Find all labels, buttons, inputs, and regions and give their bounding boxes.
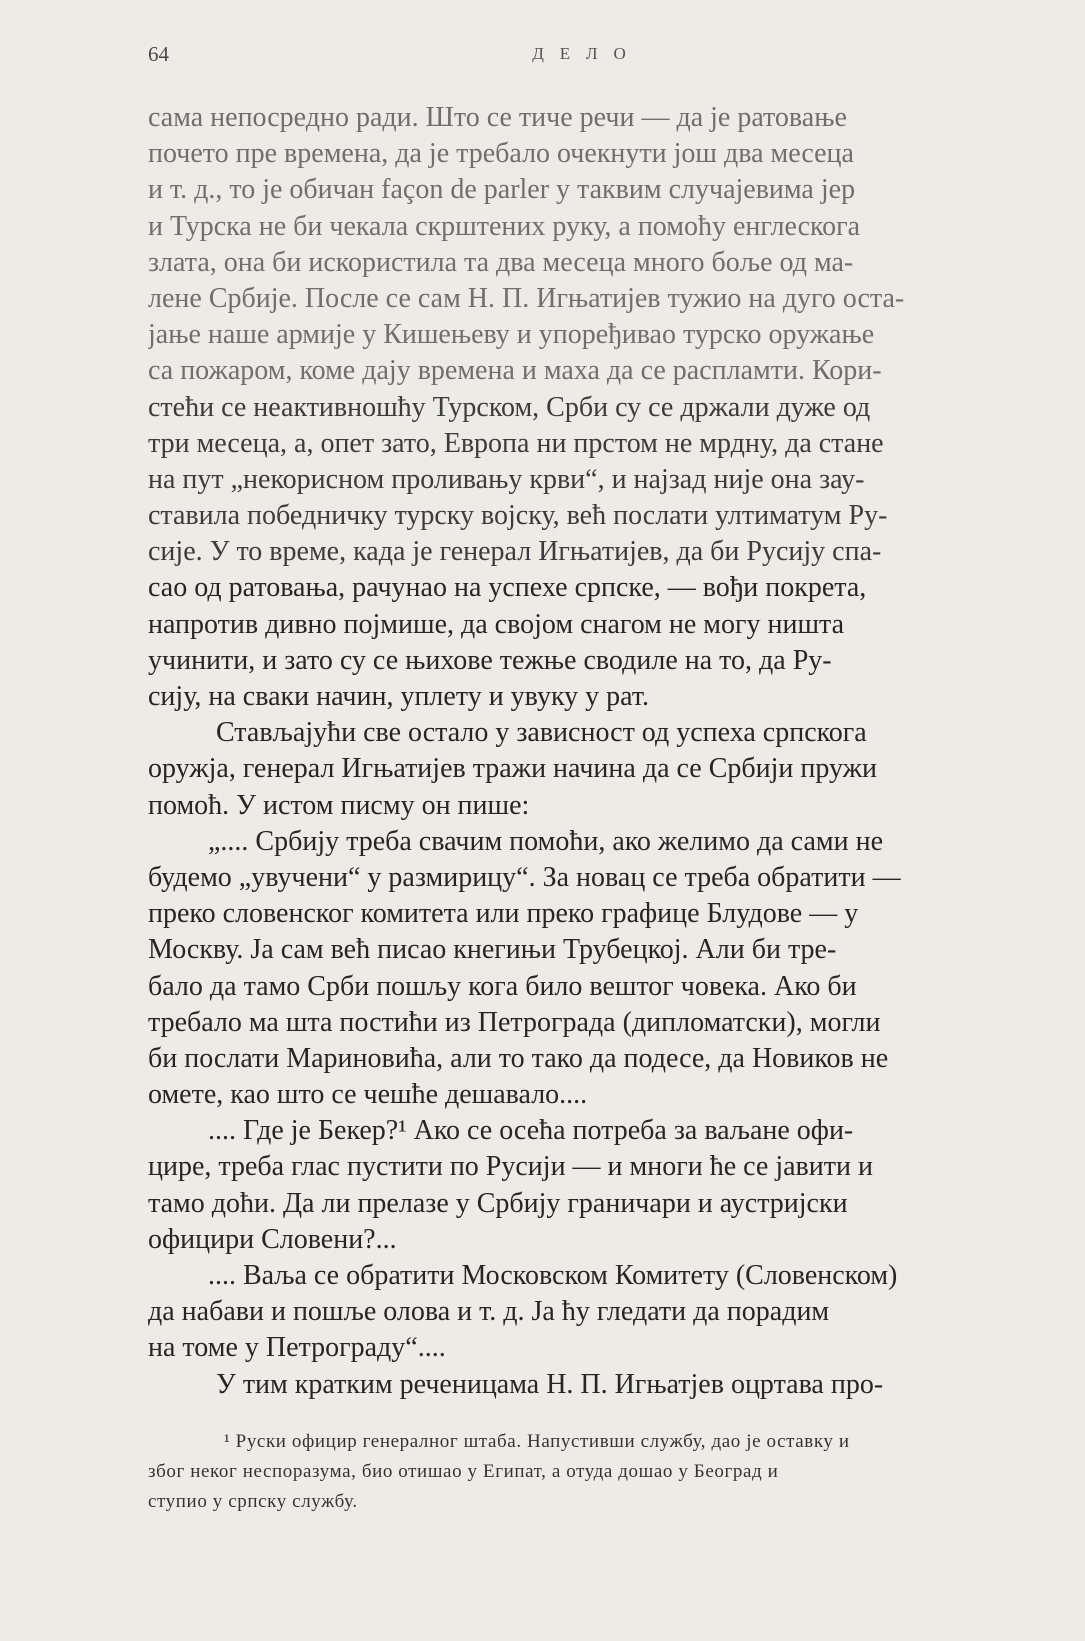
text-line: помоћ. У истом писму он пише:: [148, 789, 530, 821]
text-line: три месеца, а, опет зато, Европа ни прстом не мрдну, да стане: [148, 427, 884, 459]
text-line: напротив дивно појмише, да својом снагом не могу ништа: [148, 608, 845, 640]
paragraph-start-line: Стављајући све остало у зависност од успеха српскога: [216, 717, 867, 749]
text-line: сама непосредно ради. Што се тиче речи — да је ратовање: [148, 102, 847, 133]
text-line: ставила победничку турску војску, већ послати ултиматум Ру-: [148, 500, 888, 532]
text-line: сију, на сваки начин, уплету и увуку у рат.: [148, 681, 649, 712]
footnote: [148, 1427, 1026, 1517]
text-line: злата, она би искористила та два месеца много боље од ма-: [148, 246, 854, 278]
page-number: 64: [148, 42, 169, 66]
text-line: будемо „увучени“ у размирицу“. За новац се треба обратити —: [148, 861, 901, 893]
footnote-line: ступио у српску службу.: [148, 1491, 358, 1512]
text-line: официри Словени?...: [148, 1223, 397, 1255]
text-line: оружја, генерал Игњатијев тражи начина да се Србији пружи: [148, 753, 877, 785]
footnote-line: због неког неспоразума, био отишао у Египат, а отуда дошао у Београд и: [148, 1461, 779, 1482]
quote-start-line: .... Ваља се обратити Московском Комитету (Словенском): [208, 1260, 898, 1291]
page-header: [148, 42, 1026, 74]
text-line: лене Србије. После се сам Н. П. Игњатијев тужио на дуго оста-: [148, 282, 905, 314]
text-line: да набави и пошље олова и т. д. Ја ћу гледати да порадим: [148, 1296, 830, 1328]
text-line: требало ма шта постићи из Петрограда (дипломатски), могли: [148, 1006, 881, 1038]
body-text: [148, 100, 1026, 1403]
paragraph-start-line: У тим кратким реченицама Н. П. Игњатјев оцртава про-: [216, 1368, 884, 1400]
text-line: би послати Мариновића, али то тако да подесе, да Новиков не: [148, 1042, 889, 1074]
text-line: и т. д., то је обичан fаçon de parler у таквим случајевима јер: [148, 174, 856, 206]
running-head: ДЕЛО: [532, 44, 642, 63]
text-line: и Турска не би чекала скрштених руку, а помоћу енглескога: [148, 210, 861, 242]
text-line: на томе у Петрограду“....: [148, 1332, 446, 1364]
text-line: Москву. Ја сам већ писао кнегињи Трубецкој. Али би тре-: [148, 934, 837, 966]
footnote-line: ¹ Руски официр генералног штаба. Напустивши службу, дао је оставку и: [224, 1431, 850, 1452]
text-line: на пут „некорисном проливању крви“, и најзад није она зау-: [148, 463, 865, 495]
text-line: сије. У то време, када је генерал Игњатијев, да би Русију спа-: [148, 536, 882, 568]
text-line: цире, треба глас пустити по Русији — и многи ће се јавити и: [148, 1151, 873, 1183]
text-line: учинити, и зато су се њихове тежње сводиле на то, да Ру-: [148, 644, 832, 676]
text-line: тамо доћи. Да ли прелазе у Србију граничари и аустријски: [148, 1187, 848, 1219]
text-line: сао од ратовања, рачунао на успехе српске, — вођи покрета,: [148, 572, 867, 604]
quote-start-line: „.... Србију треба свачим помоћи, ако желимо да сами не: [208, 825, 883, 857]
quote-start-line: .... Где је Бекер?¹ Ако се осећа потреба за ваљане офи-: [208, 1115, 854, 1147]
text-line: преко словенског комитета или преко графице Блудове — у: [148, 898, 859, 930]
text-line: са пожаром, коме дају времена и маха да се распламти. Кори-: [148, 355, 882, 387]
text-line: бало да тамо Срби пошљу кога било вештог човека. Ако би: [148, 970, 857, 1002]
text-line: почето пре времена, да је требало очекнути још два месеца: [148, 138, 854, 170]
text-line: стећи се неактивношћу Турском, Срби су се држали дуже од: [148, 391, 871, 423]
text-line: јање наше армије у Кишењеву и упоређивао турско оружање: [148, 319, 875, 351]
text-line: омете, као што се чешће дешавало....: [148, 1079, 588, 1111]
